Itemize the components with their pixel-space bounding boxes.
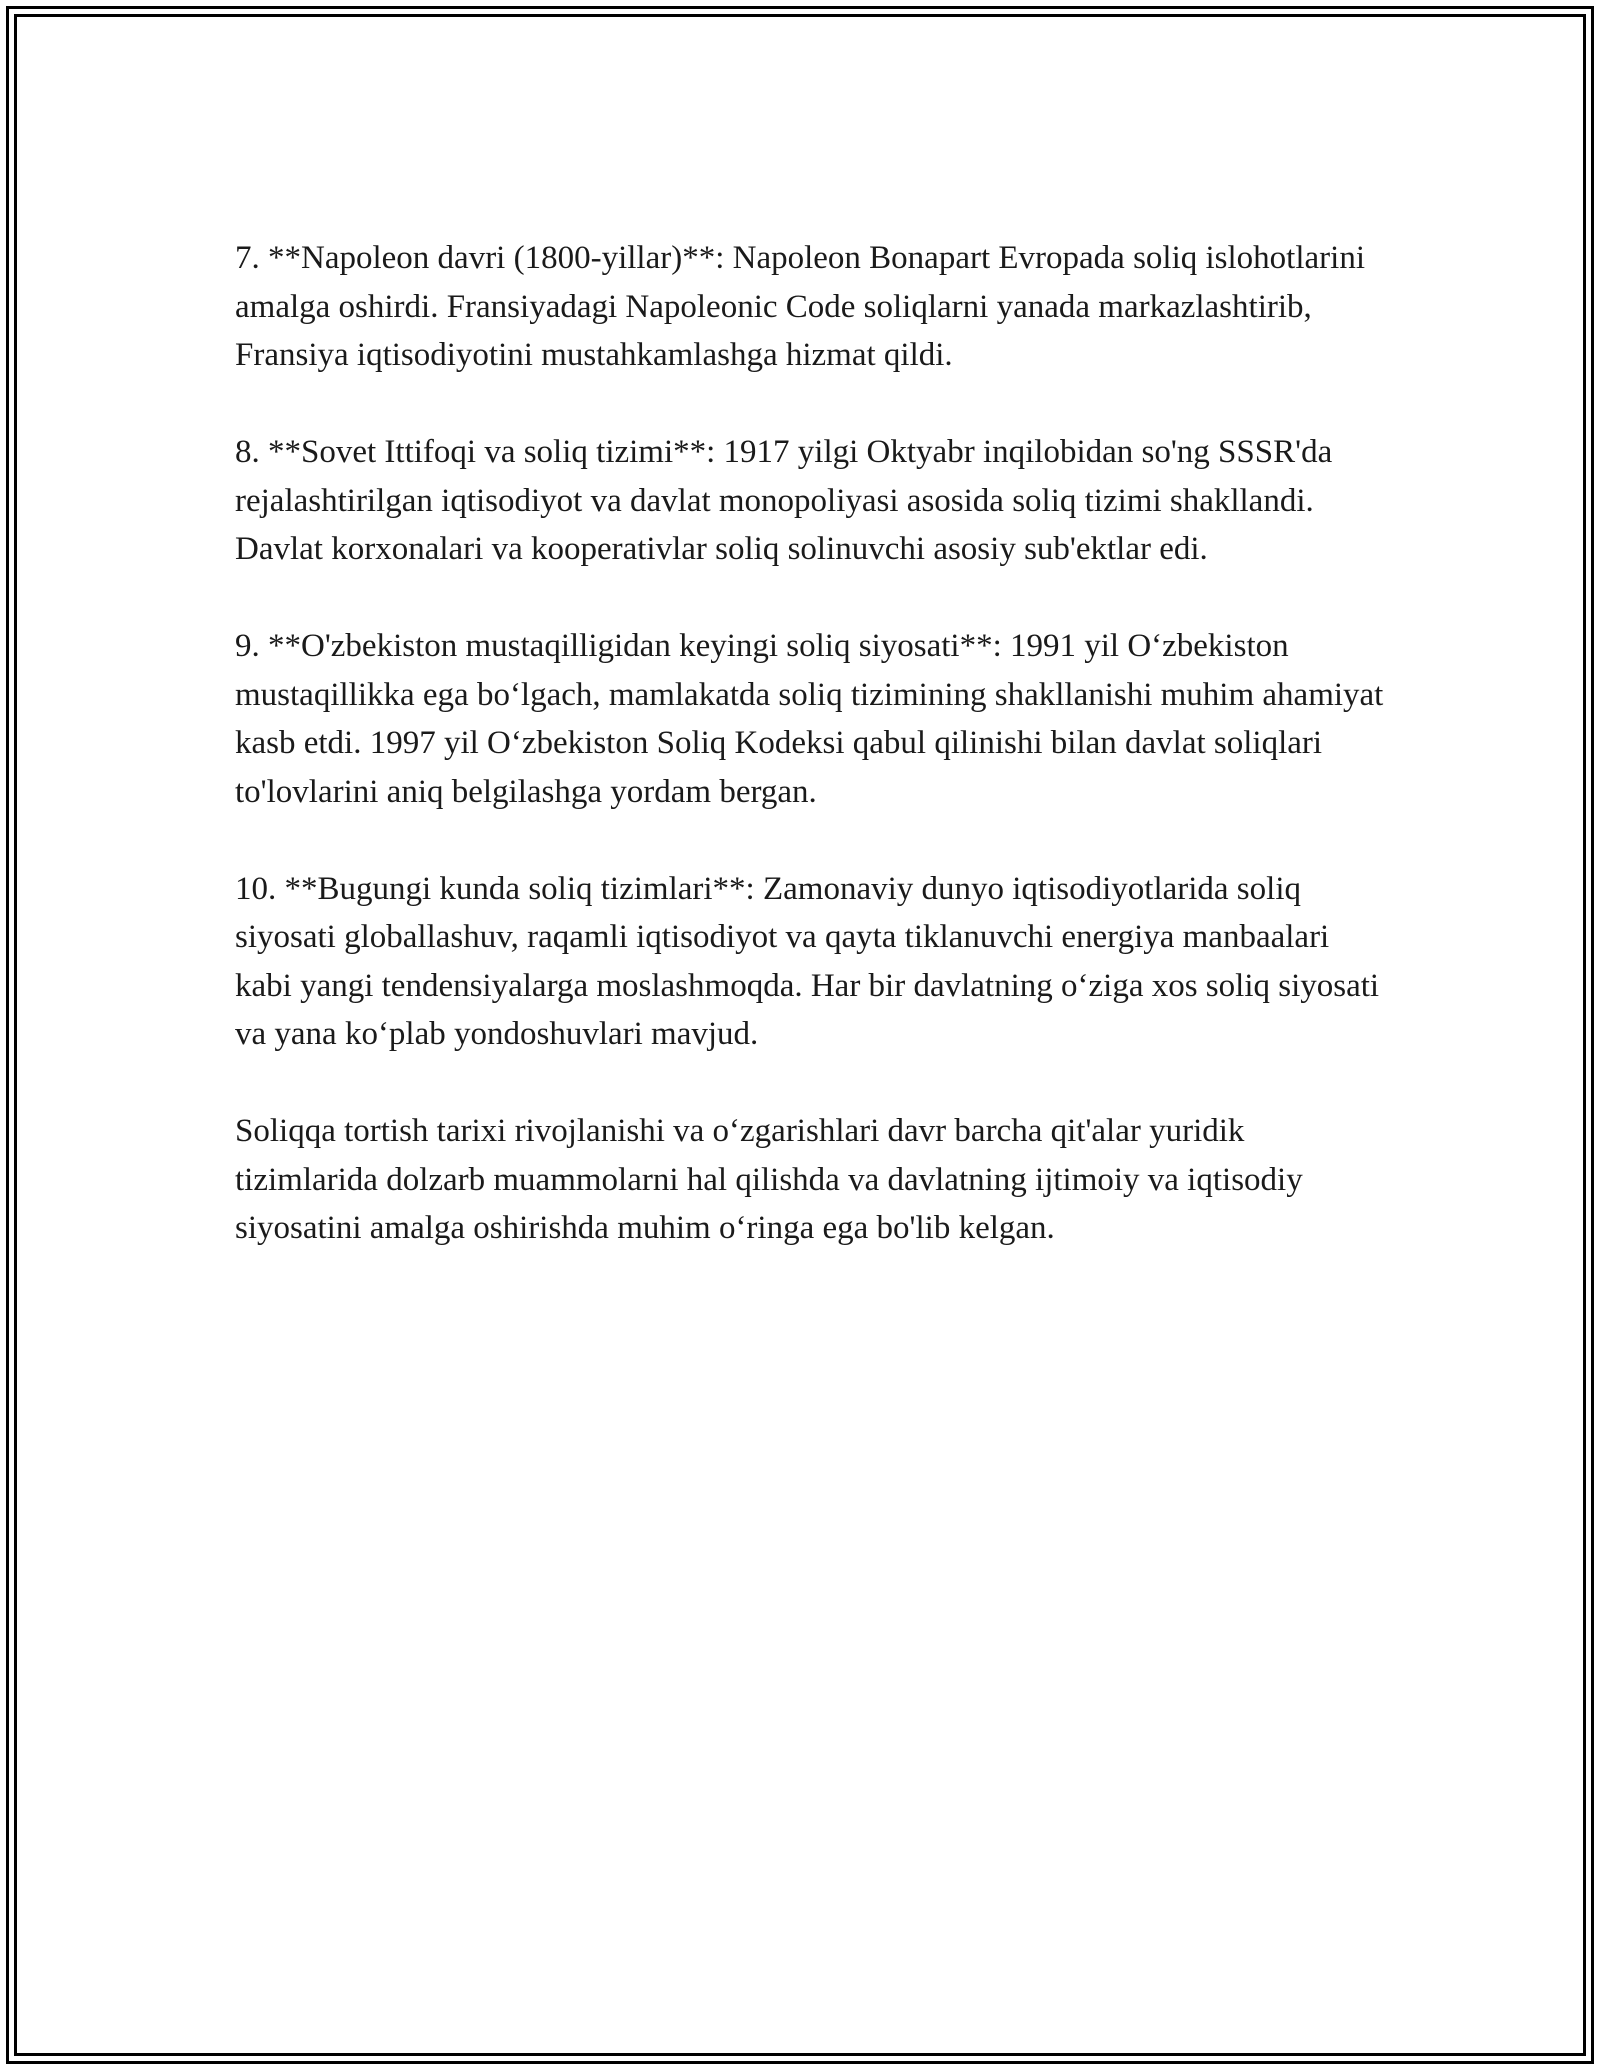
paragraph-napoleon: 7. **Napoleon davri (1800-yillar)**: Napoleon Bonapart Evropada soliq islohotlarini amalga oshirdi. Fransiyadagi Napoleonic Code soliqlarni yanada markazlashtirib, Fransiya iqtisodiyotini mustahkamlashga hizmat qildi.: [235, 240, 1365, 373]
paragraph-modern: 10. **Bugungi kunda soliq tizimlari**: Zamonaviy dunyo iqtisodiyotlarida soliq siyosati globallashuv, raqamli iqtisodiyot va qayta tiklanuvchi energiya manbaalari kabi yangi tendensiyalarga moslashmoqda. Har bir davlatning o‘ziga xos soliq siyosati va yana ko‘plab yondoshuvlari mavjud.: [235, 870, 1380, 1052]
paragraph-conclusion: Soliqqa tortish tarixi rivojlanishi va o‘zgarishlari davr barcha qit'alar yuridik tizimlarida dolzarb muammolarni hal qilishda va davlatning ijtimoiy va iqtisodiy siyosatini amalga oshirishda muhim o‘ringa ega bo'lib kelgan.: [235, 1113, 1303, 1246]
paragraph-soviet: 8. **Sovet Ittifoqi va soliq tizimi**: 1917 yilgi Oktyabr inqilobidan so'ng SSSR'da rejalashtirilgan iqtisodiyot va davlat monopoliyasi asosida soliq tizimi shakllandi. Davlat korxonalari va kooperativlar soliq solinuvchi asosiy sub'ektlar edi.: [235, 434, 1333, 567]
document-body: [235, 234, 1385, 1253]
paragraph-uzbekistan: 9. **O'zbekiston mustaqilligidan keyingi soliq siyosati**: 1991 yil O‘zbekiston mustaqillikka ega bo‘lgach, mamlakatda soliq tizimining shakllanishi muhim ahamiyat kasb etdi. 1997 yil O‘zbekiston Soliq Kodeksi qabul qilinishi bilan davlat soliqlari to'lovlarini aniq belgilashga yordam bergan.: [235, 628, 1384, 810]
